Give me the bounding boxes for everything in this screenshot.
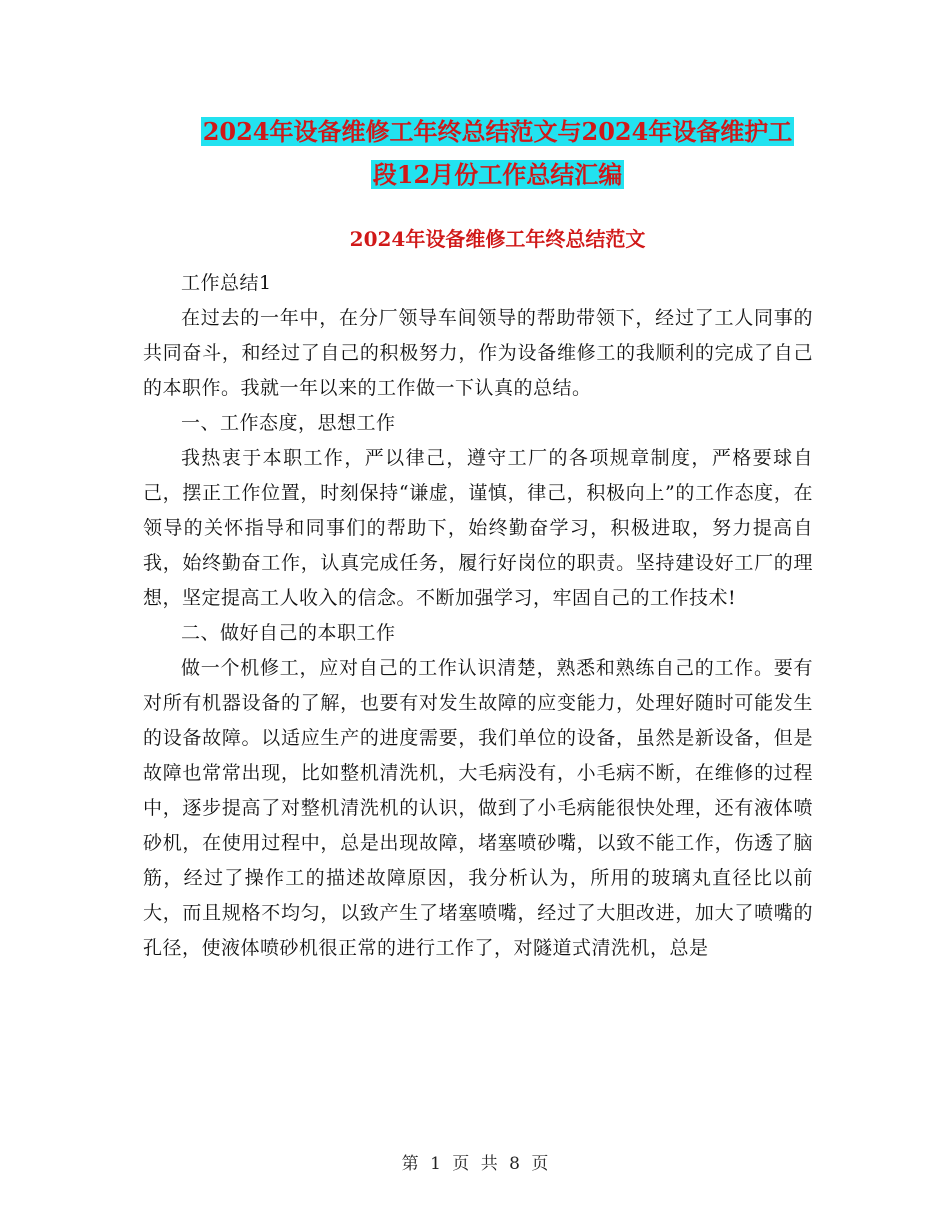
paragraph-attitude: 我热衷于本职工作，严以律己，遵守工厂的各项规章制度，严格要球自己，摆正工作位置，时刻保持“谦虚，谨慎，律己，积极向上”的工作态度，在领导的关怀指导和同事们的帮助下，始终勤奋学习，积极进取，努力提高自我，始终勤奋工作，认真完成任务，履行好岗位的职责。坚持建设好工厂的理想，坚定提高工人收入的信念。不断加强学习，牢固自己的工作技术!	[143, 447, 813, 609]
section-title: 2024年设备维修工年终总结范文	[349, 227, 646, 251]
document-body	[143, 266, 813, 966]
document-title-text-2: 段12月份工作总结汇编	[372, 160, 623, 189]
paragraph-heading-duties: 二、做好自己的本职工作	[181, 622, 396, 644]
paragraph-duties: 做一个机修工，应对自己的工作认识清楚，熟悉和熟练自己的工作。要有对所有机器设备的了解，也要有对发生故障的应变能力，处理好随时可能发生的设备故障。以适应生产的进度需要，我们单位的设备，虽然是新设备，但是故障也常常出现，比如整机清洗机，大毛病没有，小毛病不断，在维修的过程中，逐步提高了对整机清洗机的认识，做到了小毛病能很快处理，还有液体喷砂机，在使用过程中，总是出现故障，堵塞喷砂嘴，以致不能工作，伤透了脑筋，经过了操作工的描述故障原因，我分析认为，所用的玻璃丸直径比以前大，而且规格不均匀，以致产生了堵塞喷嘴，经过了大胆改进，加大了喷嘴的孔径，使液体喷砂机很正常的进行工作了，对隧道式清洗机，总是	[143, 657, 813, 959]
paragraph-heading-attitude: 一、工作态度，思想工作	[181, 412, 396, 434]
document-title-line-2	[120, 155, 875, 195]
document-title-text-1: 2024年设备维修工年终总结范文与2024年设备维护工	[202, 117, 793, 146]
paragraph-summary-label: 工作总结1	[181, 272, 272, 294]
paragraph-intro: 在过去的一年中，在分厂领导车间领导的帮助带领下，经过了工人同事的共同奋斗，和经过了自己的积极努力，作为设备维修工的我顺利的完成了自己的本职作。我就一年以来的工作做一下认真的总结。	[143, 307, 813, 399]
document-title-line-1	[120, 112, 875, 152]
page-footer: 第 1 页 共 8 页	[401, 1154, 549, 1174]
